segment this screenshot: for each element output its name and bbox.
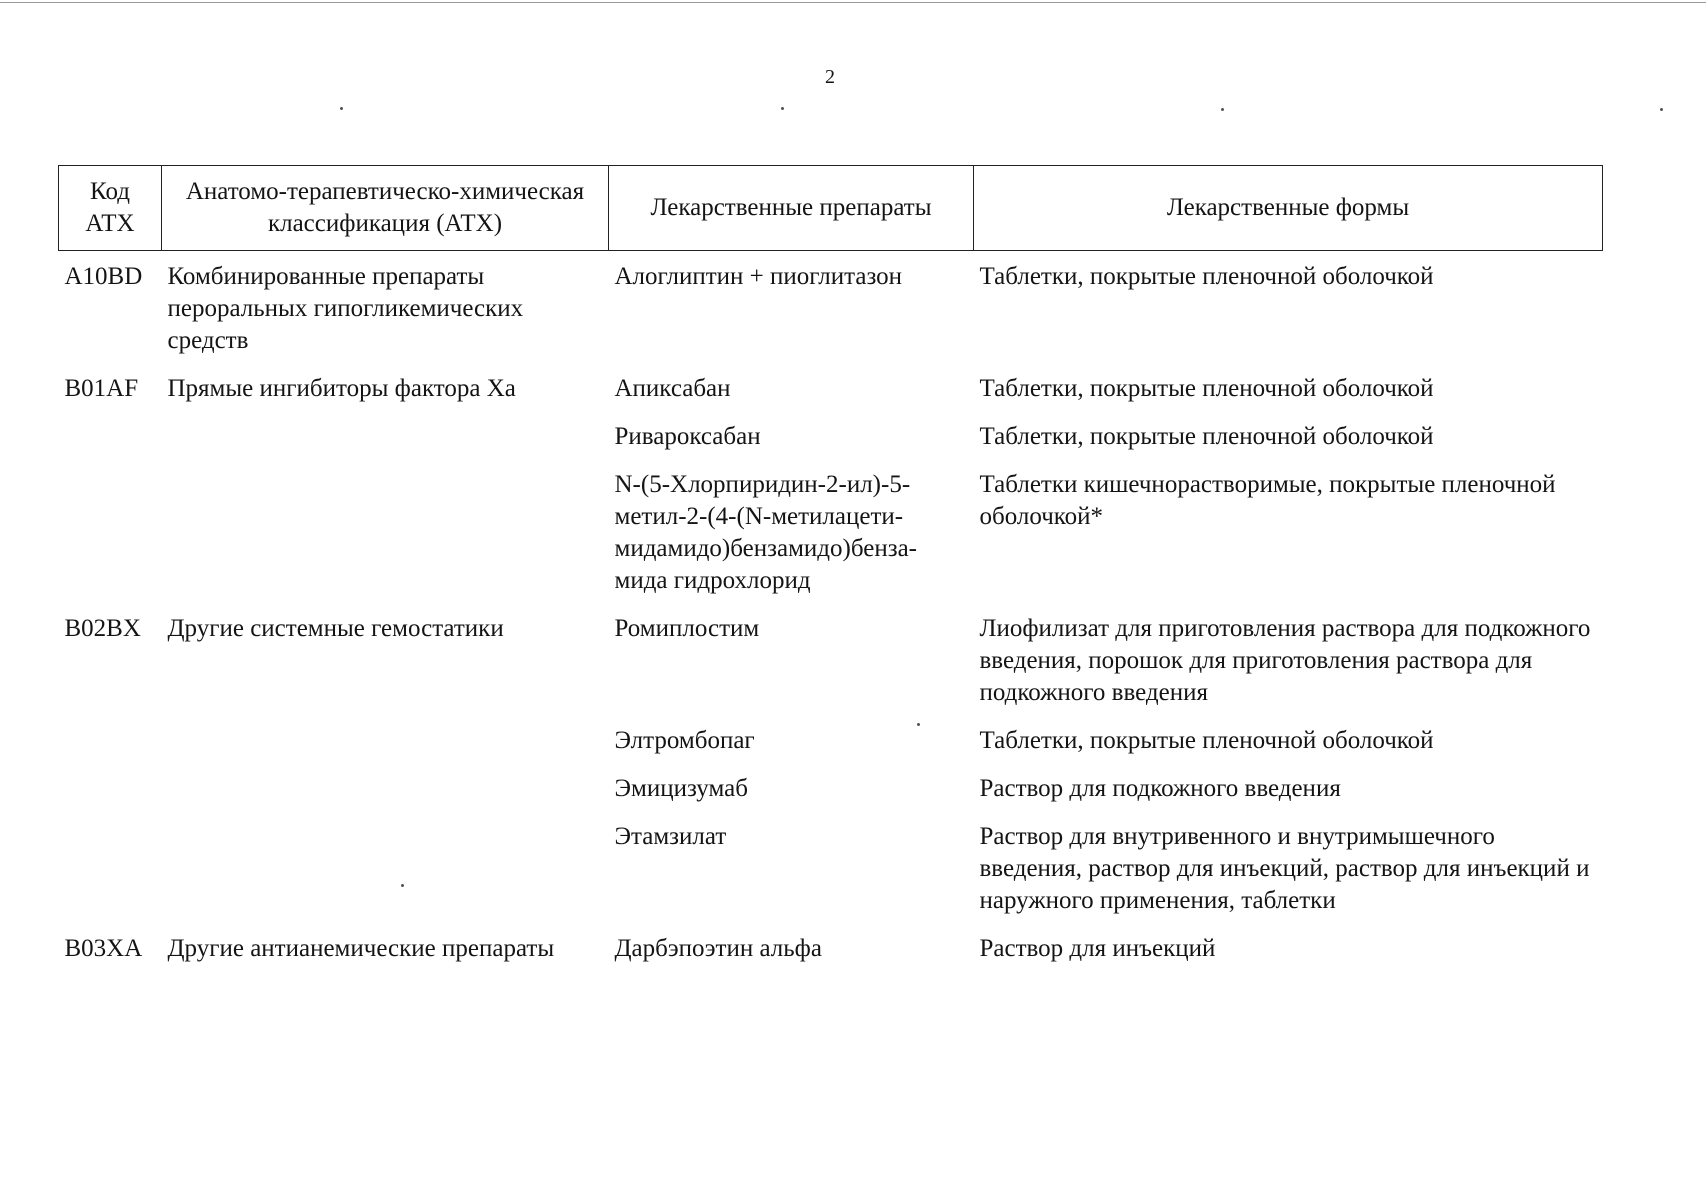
atx-drug-table (58, 165, 1603, 981)
cell-code (59, 469, 162, 613)
table-row (59, 251, 1603, 374)
cell-drug: Дарбэпоэтин альфа (614, 935, 822, 962)
scan-top-edge (0, 2, 1706, 3)
table-row (59, 421, 1603, 469)
cell-drug: Элтромбопаг (614, 727, 755, 754)
scan-speck (1660, 108, 1663, 111)
table-row (59, 773, 1603, 821)
cell-classification (162, 421, 609, 469)
cell-form: Раствор для внутривенного и внутримышечного введения, раствор для инъекций, раствор для инъекций и наружного применения, таблетки (979, 823, 1590, 914)
cell-form: Таблетки, покрытые пленочной оболочкой (979, 375, 1434, 402)
cell-drug: Алоглиптин + пиоглитазон (614, 263, 903, 290)
cell-drug: Эмицизумаб (614, 775, 748, 802)
cell-classification (162, 725, 609, 773)
cell-classification (162, 821, 609, 933)
cell-code: A10BD (64, 263, 143, 290)
cell-classification (162, 469, 609, 613)
cell-drug: N-(5-Хлорпиридин-2-ил)-5-метил-2-(4-(N-метилацети-мидамидо)бензамидо)бенза-мида гидрохлорид (614, 471, 918, 594)
cell-form: Таблетки, покрытые пленочной оболочкой (979, 423, 1434, 450)
cell-drug: Апиксабан (614, 375, 731, 402)
cell-form: Раствор для подкожного введения (979, 775, 1341, 802)
cell-code (59, 773, 162, 821)
header-code: Код АТХ (59, 166, 162, 251)
cell-classification (162, 773, 609, 821)
scan-speck (340, 107, 343, 110)
cell-code (59, 421, 162, 469)
cell-code: B01AF (64, 375, 139, 402)
cell-form: Таблетки, покрытые пленочной оболочкой (979, 727, 1434, 754)
table-row (59, 821, 1603, 933)
cell-code (59, 725, 162, 773)
table-row (59, 373, 1603, 421)
cell-form: Лиофилизат для приготовления раствора для подкожного введения, порошок для приготовления раствора для подкожного введения (979, 615, 1591, 706)
table-row (59, 613, 1603, 725)
cell-classification: Другие системные гемостатики (167, 615, 504, 642)
table-row (59, 469, 1603, 613)
cell-form: Таблетки кишечнорастворимые, покрытые пленочной оболочкой* (979, 471, 1556, 530)
header-classification: Анатомо-терапевтическо-химическая классификация (АТХ) (162, 166, 609, 251)
cell-drug: Этамзилат (614, 823, 727, 850)
cell-form: Раствор для инъекций (979, 935, 1216, 962)
table-header-row (59, 166, 1603, 251)
page-number: 2 (825, 66, 835, 88)
header-drugs: Лекарственные препараты (609, 166, 974, 251)
table-row (59, 725, 1603, 773)
cell-drug: Ривароксабан (614, 423, 761, 450)
cell-classification: Комбинированные препараты пероральных гипогликемических средств (167, 263, 524, 354)
cell-drug: Ромиплостим (614, 615, 760, 642)
cell-code: B02BX (64, 615, 141, 642)
cell-code (59, 821, 162, 933)
cell-code: B03XA (64, 935, 143, 962)
table-row (59, 933, 1603, 981)
cell-classification: Другие антианемические препараты (167, 935, 555, 962)
scan-speck (1221, 108, 1224, 111)
cell-form: Таблетки, покрытые пленочной оболочкой (979, 263, 1434, 290)
header-forms: Лекарственные формы (974, 166, 1603, 251)
scan-speck (781, 107, 784, 110)
cell-classification: Прямые ингибиторы фактора Ха (167, 375, 516, 402)
